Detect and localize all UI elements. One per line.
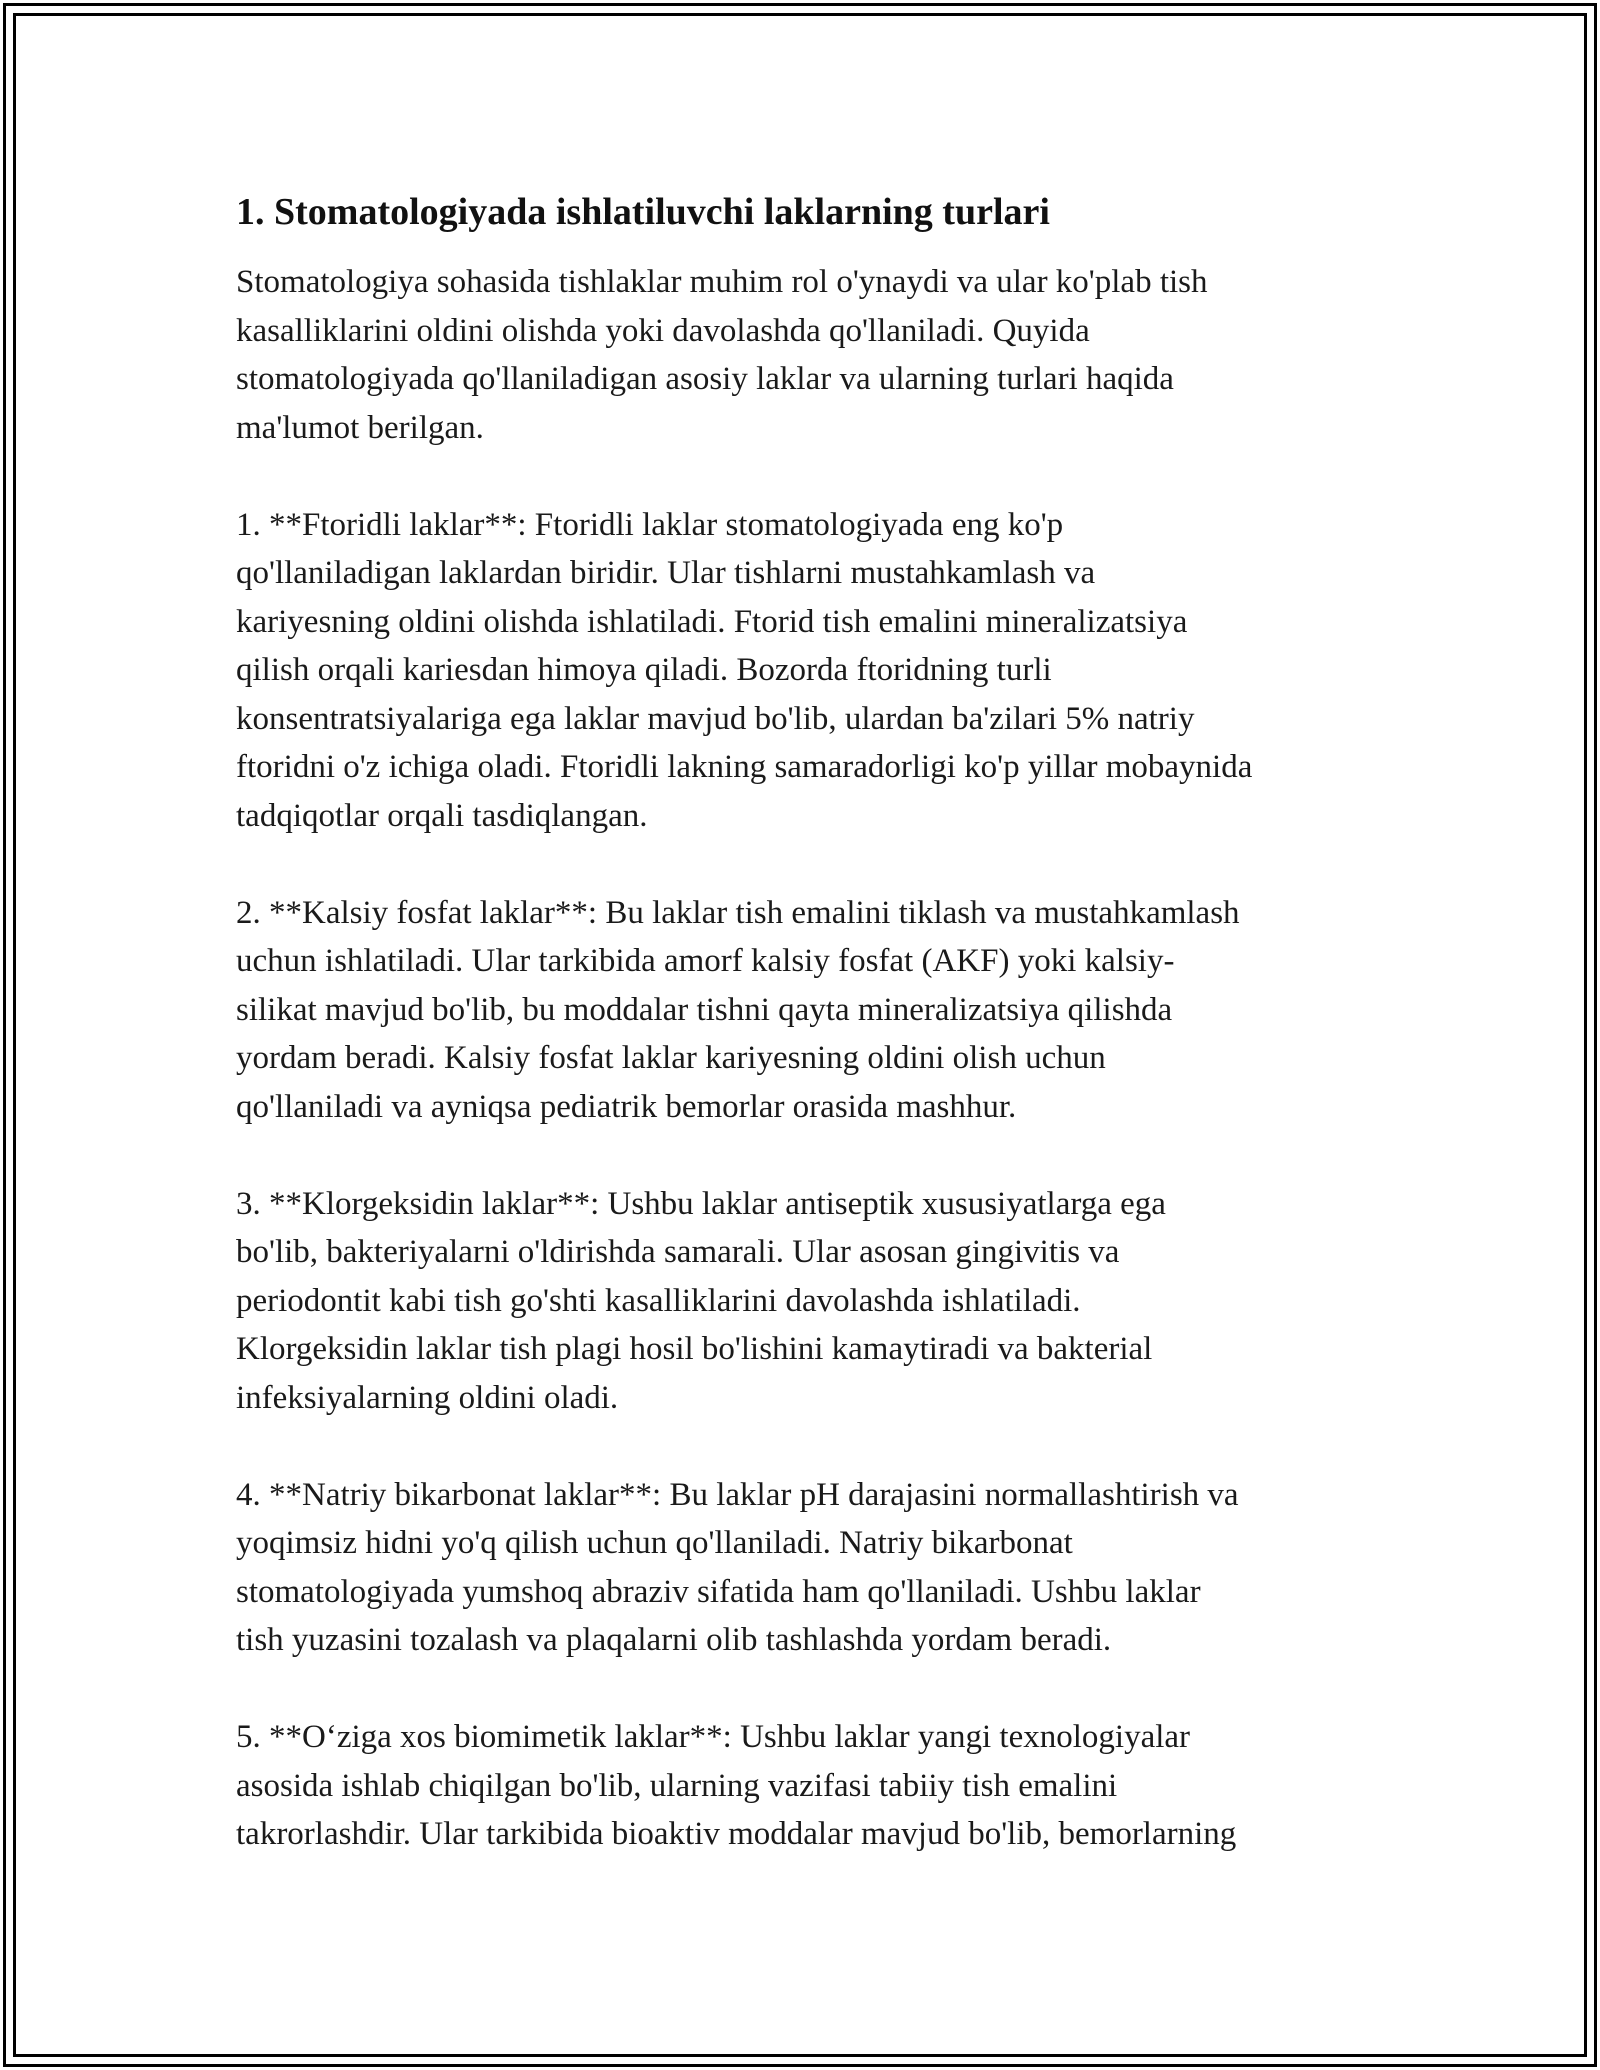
- paragraph-kalsiy-fosfat-laklar: 2. **Kalsiy fosfat laklar**: Bu laklar tish emalini tiklash va mustahkamlash uchun ishlatiladi. Ular tarkibida amorf kalsiy fosfat (AKF) yoki kalsiy- silikat mavjud bo'lib, bu moddalar tishni qayta mineralizatsiya qilishda yordam beradi. Kalsiy fosfat laklar kariyesning oldini olish uchun qo'llaniladi va ayniqsa pediatrik bemorlar orasida mashhur.: [236, 894, 1240, 1125]
- paragraph-ftoridli-laklar: 1. **Ftoridli laklar**: Ftoridli laklar stomatologiyada eng ko'p qo'llaniladigan laklardan biridir. Ular tishlarni mustahkamlash va kariyesning oldini olishda ishlatiladi. Ftorid tish emalini mineralizatsiya qilish orqali kariesdan himoya qiladi. Bozorda ftoridning turli konsentratsiyalariga ega laklar mavjud bo'lib, ulardan ba'zilari 5% natriy ftoridni o'z ichiga oladi. Ftoridli lakning samaradorligi ko'p yillar mobaynida tadqiqotlar orqali tasdiqlangan.: [236, 506, 1253, 834]
- document-body: [236, 188, 1386, 1907]
- intro-paragraph: Stomatologiya sohasida tishlaklar muhim rol o'ynaydi va ular ko'plab tish kasalliklarini oldini olishda yoki davolashda qo'llaniladi. Quyida stomatologiyada qo'llaniladigan asosiy laklar va ularning turlari haqida ma'lumot berilgan.: [236, 264, 1208, 446]
- paragraph-natriy-bikarbonat-laklar: 4. **Natriy bikarbonat laklar**: Bu laklar pH darajasini normallashtirish va yoqimsiz hidni yo'q qilish uchun qo'llaniladi. Natriy bikarbonat stomatologiyada yumshoq abraziv sifatida ham qo'llaniladi. Ushbu laklar tish yuzasini tozalash va plaqalarni olib tashlashda yordam beradi.: [236, 1476, 1239, 1658]
- paragraph-klorgeksidin-laklar: 3. **Klorgeksidin laklar**: Ushbu laklar antiseptik xususiyatlarga ega bo'lib, bakteriyalarni o'ldirishda samarali. Ular asosan gingivitis va periodontit kabi tish go'shti kasalliklarini davolashda ishlatiladi. Klorgeksidin laklar tish plagi hosil bo'lishini kamaytiradi va bakterial infeksiyalarning oldini oladi.: [236, 1185, 1166, 1416]
- paragraph-biomimetik-laklar: 5. **O‘ziga xos biomimetik laklar**: Ushbu laklar yangi texnologiyalar asosida ishlab chiqilgan bo'lib, ularning vazifasi tabiiy tish emalini takrorlashdir. Ular tarkibida bioaktiv moddalar mavjud bo'lib, bemorlarning: [236, 1719, 1237, 1852]
- document-title: 1. Stomatologiyada ishlatiluvchi laklarning turlari: [236, 191, 1050, 233]
